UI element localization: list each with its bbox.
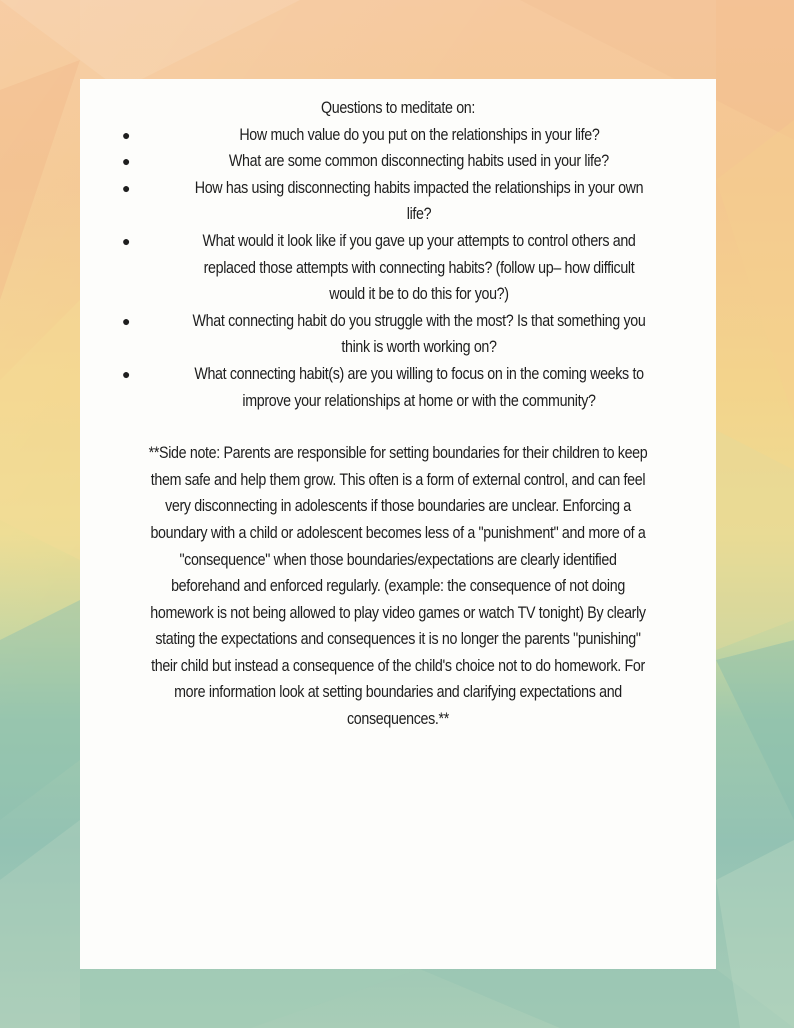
page-heading: Questions to meditate on: — [320, 98, 476, 117]
list-item — [104, 175, 692, 228]
bullet-dot-icon: ● — [122, 312, 131, 329]
question-text: What are some common disconnecting habits used in your life? — [229, 151, 609, 171]
bullet-dot-icon: ● — [122, 232, 131, 249]
list-item — [104, 148, 692, 175]
question-text: How has using disconnecting habits impacted the relationships in your own life? — [194, 177, 644, 224]
bullet-dot-icon: ● — [122, 126, 131, 143]
question-text: What connecting habit do you struggle with the most? Is that something you think is worth working on? — [192, 310, 646, 357]
bullet-dot-icon: ● — [122, 179, 131, 196]
side-note-text: **Side note: Parents are responsible for setting boundaries for their children to keep them safe and help them grow. This often is a form of external control, and can feel very disconnecting in adolescents if those boundaries are unclear. Enforcing a boundary with a child or adolescent becomes less of a "punishment" and more of a "consequence" when those boundaries/expectations are clearly identified beforehand and enforced regularly. (example: the consequence of not doing homework is not being allowed to play video games or watch TV tonight) By clearly stating the expectations and consequences it is no longer the parents "punishing" their child but instead a consequence of the child's choice not to do homework. For more information look at setting boundaries and clarifying expectations and consequences.** — [148, 443, 648, 729]
content-page — [80, 79, 716, 969]
question-text: What would it look like if you gave up your attempts to control others and replaced those attempts with connecting habits? (follow up– how difficult would it be to do this for you?) — [202, 230, 636, 304]
side-note-paragraph — [104, 440, 692, 733]
list-item — [104, 122, 692, 149]
bullet-dot-icon: ● — [122, 153, 131, 170]
questions-list — [104, 122, 692, 415]
list-item — [104, 308, 692, 361]
bullet-dot-icon: ● — [122, 365, 131, 382]
list-item — [104, 228, 692, 308]
list-item — [104, 361, 692, 414]
question-text: How much value do you put on the relationships in your life? — [238, 124, 600, 144]
question-text: What connecting habit(s) are you willing to focus on in the coming weeks to improve your relationships at home or with the community? — [194, 363, 644, 410]
